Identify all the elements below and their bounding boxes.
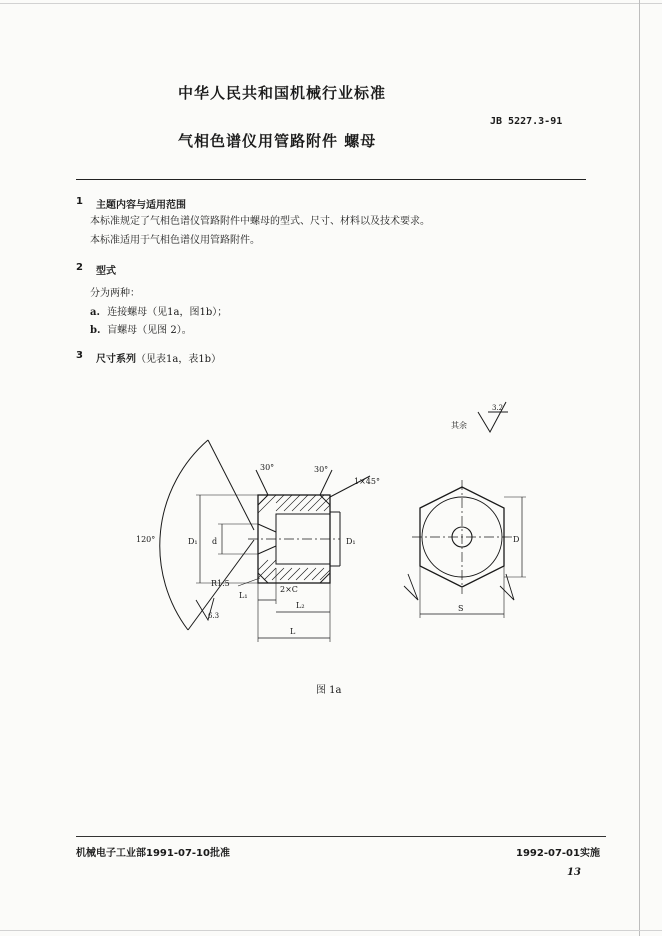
section-title-text: 尺寸系列 [96, 354, 136, 365]
label-l: L [290, 627, 296, 636]
section-2-intro: 分为两种： [90, 288, 140, 299]
nut-technical-drawing [108, 390, 548, 660]
page-number: 13 [567, 867, 581, 878]
approval-text: 机械电子工业部1991-07-10批准 [76, 848, 230, 859]
section-1-heading [76, 196, 376, 210]
label-angle-30-left: 30° [260, 463, 275, 472]
section-number: 1 [76, 196, 83, 207]
label-d1-right: D₁ [346, 537, 356, 546]
section-title [96, 350, 221, 365]
label-roughness-left: 6.3 [208, 612, 220, 620]
label-l2: L₂ [296, 601, 305, 610]
nut-hex-view [412, 480, 512, 594]
label-chamfer-count: 2×C [280, 585, 298, 594]
effective-date: 1992-07-01实施 [516, 848, 600, 859]
label-d1-left: D₁ [188, 537, 198, 546]
section-1-paragraph-2: 本标准适用于气相色谱仪用管路附件。 [90, 235, 260, 246]
footer-rule [76, 836, 606, 837]
section-2-heading [76, 262, 276, 276]
roughness-mark [500, 574, 514, 600]
label-rest: 其余 [451, 421, 467, 430]
list-text: 盲螺母（见图 2）。 [107, 325, 192, 336]
angle-leader-30-left [256, 470, 268, 495]
section-number: 2 [76, 262, 83, 273]
scan-edge-right [639, 0, 640, 936]
figure-caption: 图 1a [316, 685, 342, 696]
document-title: 气相色谱仪用管路附件 螺母 [178, 132, 377, 150]
list-item [90, 303, 227, 318]
label-angle-30-right: 30° [314, 465, 329, 474]
scan-edge-bottom [0, 930, 662, 931]
label-s: S [458, 604, 464, 613]
label-chamfer: 1×45° [354, 477, 380, 486]
list-text: 连接螺母（见1a，图1b）； [107, 307, 228, 318]
list-marker: b. [90, 325, 101, 336]
section-title: 主题内容与适用范围 [96, 200, 186, 211]
label-l1: L₁ [239, 591, 248, 600]
list-item [90, 321, 192, 336]
standard-title: 中华人民共和国机械行业标准 [178, 84, 387, 102]
label-d: d [212, 537, 218, 546]
nut-section-view [248, 495, 340, 583]
label-big-d: D [513, 535, 520, 544]
section-title-note: （见表1a，表1b） [136, 354, 222, 365]
label-angle-120: 120° [136, 535, 156, 544]
section-3-heading [76, 350, 376, 364]
list-marker: a. [90, 307, 100, 318]
label-roughness-rest: 3.2 [492, 404, 504, 412]
section-title: 型式 [96, 266, 116, 277]
label-radius: R1.5 [211, 579, 230, 588]
header-rule [76, 179, 586, 180]
angle-arc-120 [160, 440, 208, 630]
roughness-mark [404, 574, 418, 600]
scan-edge-top [0, 3, 662, 4]
standard-code: JB 5227.3-91 [490, 116, 563, 127]
section-number: 3 [76, 350, 83, 361]
section-1-paragraph-1: 本标准规定了气相色谱仪管路附件中螺母的型式、尺寸、材料以及技术要求。 [90, 216, 430, 227]
angle-leader [208, 440, 254, 530]
